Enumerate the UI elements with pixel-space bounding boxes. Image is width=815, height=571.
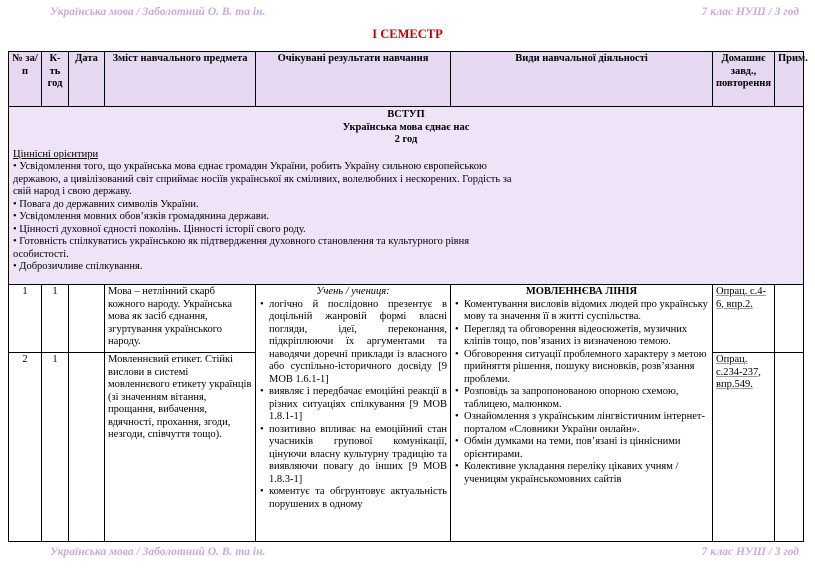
activity-item: • Коментування висловів відомих людей про українську мову та значення її в житті суспільства. [464,299,709,324]
outcomes-cell [256,285,451,542]
row-notes [775,353,804,542]
intro-row [9,107,804,285]
activities-list [454,299,709,487]
header-left: Українська мова / Заболотний О. В. та ін. [50,6,266,18]
values-title: Ціннісні орієнтири [13,148,99,160]
intro-hours: 2 год [394,134,418,145]
footer-left: Українська мова / Заболотний О. В. та ін. [50,546,266,558]
row-date [69,353,105,542]
col-header-homework: Домашнє завд., повторення [713,52,775,107]
page-footer [50,546,799,558]
footer-right: 7 клас НУШ / 3 год [701,546,799,558]
col-header-notes: Прим. [775,52,804,107]
row-hours: 1 [42,353,69,542]
table-header-row [9,52,804,107]
row-date [69,285,105,353]
value-item: • Цінності духовної єдності поколінь. Цінності історії свого роду. [13,223,306,235]
activity-item: • Перегляд та обговорення відеосюжетів, музичних кліпів тощо, пов’язаних із визначеною темою. [464,324,709,349]
activities-title: МОВЛЕННЄВА ЛІНІЯ [525,286,638,297]
table-row [9,285,804,353]
value-item: • Повага до державних символів України. [13,198,199,210]
value-item: • Усвідомлення того, що українська мова єднає громадян України, робить Україну сильною європейською державою, а цивілізований світ сприймає носіїв української як сміливих, волелюбних і нескорених. Гордість за свій народ і свою державу. [13,161,512,197]
col-header-activities: Види навчальної діяльності [451,52,713,107]
col-header-date: Дата [69,52,105,107]
col-header-hours: К-ть год [42,52,69,107]
value-item: • Доброзичливе спілкування. [13,261,143,272]
col-header-outcomes: Очікувані результати навчання [256,52,451,107]
value-item: • Усвідомлення мовних обов’язків громадянина держави. [13,211,270,222]
outcomes-title: Учень / учениця: [316,286,390,297]
row-homework: Опрац. с.4-6, впр.2. [713,285,775,353]
value-item: • Готовність спілкуватись українською як підтвердження духовного становлення та культурного рівня особистості. [13,236,470,260]
intro-subtitle: Українська мова єднає нас [342,121,470,133]
activity-item: • Колективне укладання переліку цікавих учням / ученицям українськомовних сайтів [464,461,709,486]
activity-item: • Ознайомлення з українським лінгвістичним інтернет-порталом «Словники України онлайн». [464,411,709,436]
outcomes-list [259,299,447,512]
row-number: 2 [9,353,42,542]
col-header-content: Зміст навчального предмета [105,52,256,107]
row-notes [775,285,804,353]
outcome-item: • логічно й послідовно презентує в доцільній жанровій формі власні погляди, ідеї, переконання, підкріплюючи їх аргументами та наводячи доречні приклади із власного або суспільно-історичного досвіду [9 МОВ 1.6.1-1] [269,299,447,387]
col-header-number: № за/п [9,52,42,107]
row-hours: 1 [42,285,69,353]
row-homework: Опрац. с.234-237, впр.549. [713,353,775,542]
activity-item: • Обмін думками на теми, пов’язані із ціннісними орієнтирами. [464,436,709,461]
row-number: 1 [9,285,42,353]
outcome-item: • позитивно впливає на емоційний стан учасників групової комунікації, цінуючи власну культурну традицію та виявляючи повагу до інших [9 МОВ 1.8.3-1] [269,424,447,487]
activity-item: • Розповідь за запропонованою опорною схемою, таблицею, малюнком. [464,386,709,411]
outcome-item: • виявляє і передбачає емоційні реакції в різних ситуаціях спілкування [9 МОВ 1.8.1-1] [269,386,447,424]
header-right: 7 клас НУШ / 3 год [701,6,799,18]
page-header [50,6,799,18]
activity-item: • Обговорення ситуації проблемного характеру з метою прийняття рішення, пошуку висновків, розв’язання проблеми. [464,349,709,387]
row-content: Мовленнєвий етикет. Стійкі вислови в системі мовленнєвого етикету українців (зі значенням вітання, прощання, вибачення, вдячності, прохання, згоди, незгоди, співчуття тощо). [105,353,256,542]
outcome-item: • коментує та обгрунтовує актуальність порушених в одному [269,486,447,511]
intro-cell [9,107,804,285]
semester-title: І СЕМЕСТР [372,27,443,41]
activities-cell [451,285,713,542]
intro-title: ВСТУП [387,109,425,120]
curriculum-table [8,51,808,542]
row-content: Мова – нетлінний скарб кожного народу. Українська мова як засіб єднання, згуртування українського народу. [105,285,256,353]
